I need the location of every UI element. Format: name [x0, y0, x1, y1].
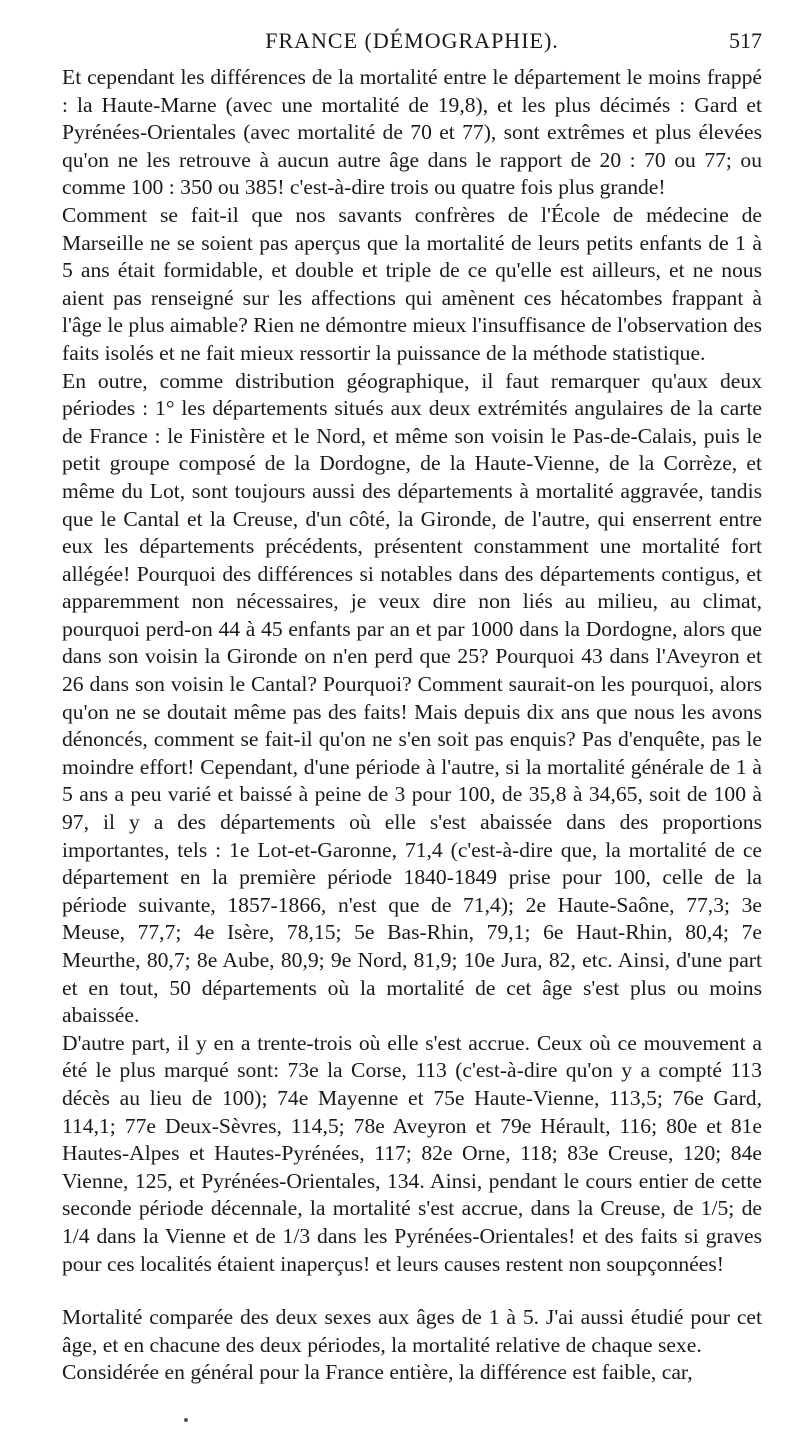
stray-ink-dot — [184, 1418, 188, 1422]
paragraph-marseille-question: Comment se fait-il que nos savants confrères de l'École de médecine de Marseille ne se soient pas aperçus que la mortalité de leurs petits enfants de 1 à 5 ans était formidable, et double et triple de ce qu'elle est ailleurs, et ne nous aient pas renseigné sur les affections qui amènent ces hécatombes frappant à l'âge le plus aimable? Rien ne démontre mieux l'insuffisance de l'observation des faits isolés et ne fait mieux ressortir la puissance de la méthode statistique. — [62, 202, 762, 365]
page-number: 517 — [729, 28, 762, 53]
paragraph-france-overall: Considérée en général pour la France entière, la différence est faible, car, — [62, 1360, 693, 1385]
body-text — [62, 64, 762, 1387]
paragraph-sex-mortality-heading: Mortalité comparée des deux sexes aux âges de 1 à 5. J'ai aussi étudié pour cet âge, et en chacune des deux périodes, la mortalité relative de chaque sexe. — [62, 1305, 762, 1357]
paragraph-mortality-differences: Et cependant les différences de la mortalité entre le département le moins frappé : la Haute-Marne (avec une mortalité de 19,8), et les plus décimés : Gard et Pyrénées-Orientales (avec mortalité de 70 et 77), sont extrêmes et plus élevées qu'on ne les retrouve à aucun autre âge dans le rapport de 20 : 70 ou 77; ou comme 100 : 350 ou 385! c'est-à-dire trois ou quatre fois plus grande! — [62, 65, 762, 200]
running-head: FRANCE (DÉMOGRAPHIE). — [265, 28, 559, 53]
paragraph-geographic-distribution: En outre, comme distribution géographique, il faut remarquer qu'aux deux périodes : 1° les départements situés aux deux extrémités angulaires de la carte de France : le Finistère et le Nord, et même son voisin le Pas-de-Calais, puis le petit groupe composé de la Dordogne, de la Haute-Vienne, de la Corrèze, et même du Lot, sont toujours aussi des départements à mortalité aggravée, tandis que le Cantal et la Creuse, d'un côté, la Gironde, de l'autre, qui enserrent entre eux les départements précédents, présentent constamment une mortalité fort allégée! Pourquoi des différences si notables dans des départements contigus, et apparemment non nécessaires, je veux dire non liés au milieu, au climat, pourquoi perd-on 44 à 45 enfants par an et par 1000 dans la Dordogne, alors que dans son voisin la Gironde on n'en perd que 25? Pourquoi 43 dans l'Aveyron et 26 dans son voisin le Cantal? Pourquoi? Comment saurait-on les pourquoi, alors qu'on ne se doutait même pas des faits! Mais depuis dix ans que nous les avons dénoncés, comment se fait-il qu'on ne s'en soit pas enquis? Pas d'enquête, pas le moindre effort! Cependant, d'une période à l'autre, si la mortalité générale de 1 à 5 ans a peu varié et baissé à peine de 3 pour 100, de 35,8 à 34,65, soit de 100 à 97, il y a des départements où elle s'est abaissée dans des proportions importantes, tels : 1e Lot-et-Garonne, 71,4 (c'est-à-dire que, la mortalité de ce département en la première période 1840-1849 prise pour 100, celle de la période suivante, 1857-1866, n'est que de 71,4); 2e Haute-Saône, 77,3; 3e Meuse, 77,7; 4e Isère, 78,15; 5e Bas-Rhin, 79,1; 6e Haut-Rhin, 80,4; 7e Meurthe, 80,7; 8e Aube, 80,9; 9e Nord, 81,9; 10e Jura, 82, etc. Ainsi, d'une part et en tout, 50 départements où la mortalité de cet âge s'est plus ou moins abaissée. — [62, 368, 762, 1028]
paragraph-thirty-three-departments: D'autre part, il y en a trente-trois où elle s'est accrue. Ceux où ce mouvement a été le plus marqué sont: 73e la Corse, 113 (c'est-à-dire qu'on y a compté 113 décès au lieu de 100); 74e Mayenne et 75e Haute-Vienne, 113,5; 76e Gard, 114,1; 77e Deux-Sèvres, 114,5; 78e Aveyron et 79e Hérault, 116; 80e et 81e Hautes-Alpes et Hautes-Pyrénées, 117; 82e Orne, 118; 83e Creuse, 120; 84e Vienne, 125, et Pyrénées-Orientales, 134. Ainsi, pendant le cours entier de cette seconde période décennale, la mortalité s'est accrue, dans la Creuse, de 1/5; de 1/4 dans la Vienne et de 1/3 dans les Pyrénées-Orientales! et des faits si graves pour ces localités étaient inaperçus! et leurs causes restent non soupçonnées! — [62, 1030, 762, 1276]
page-header — [62, 28, 762, 58]
footer-area — [0, 1416, 800, 1436]
